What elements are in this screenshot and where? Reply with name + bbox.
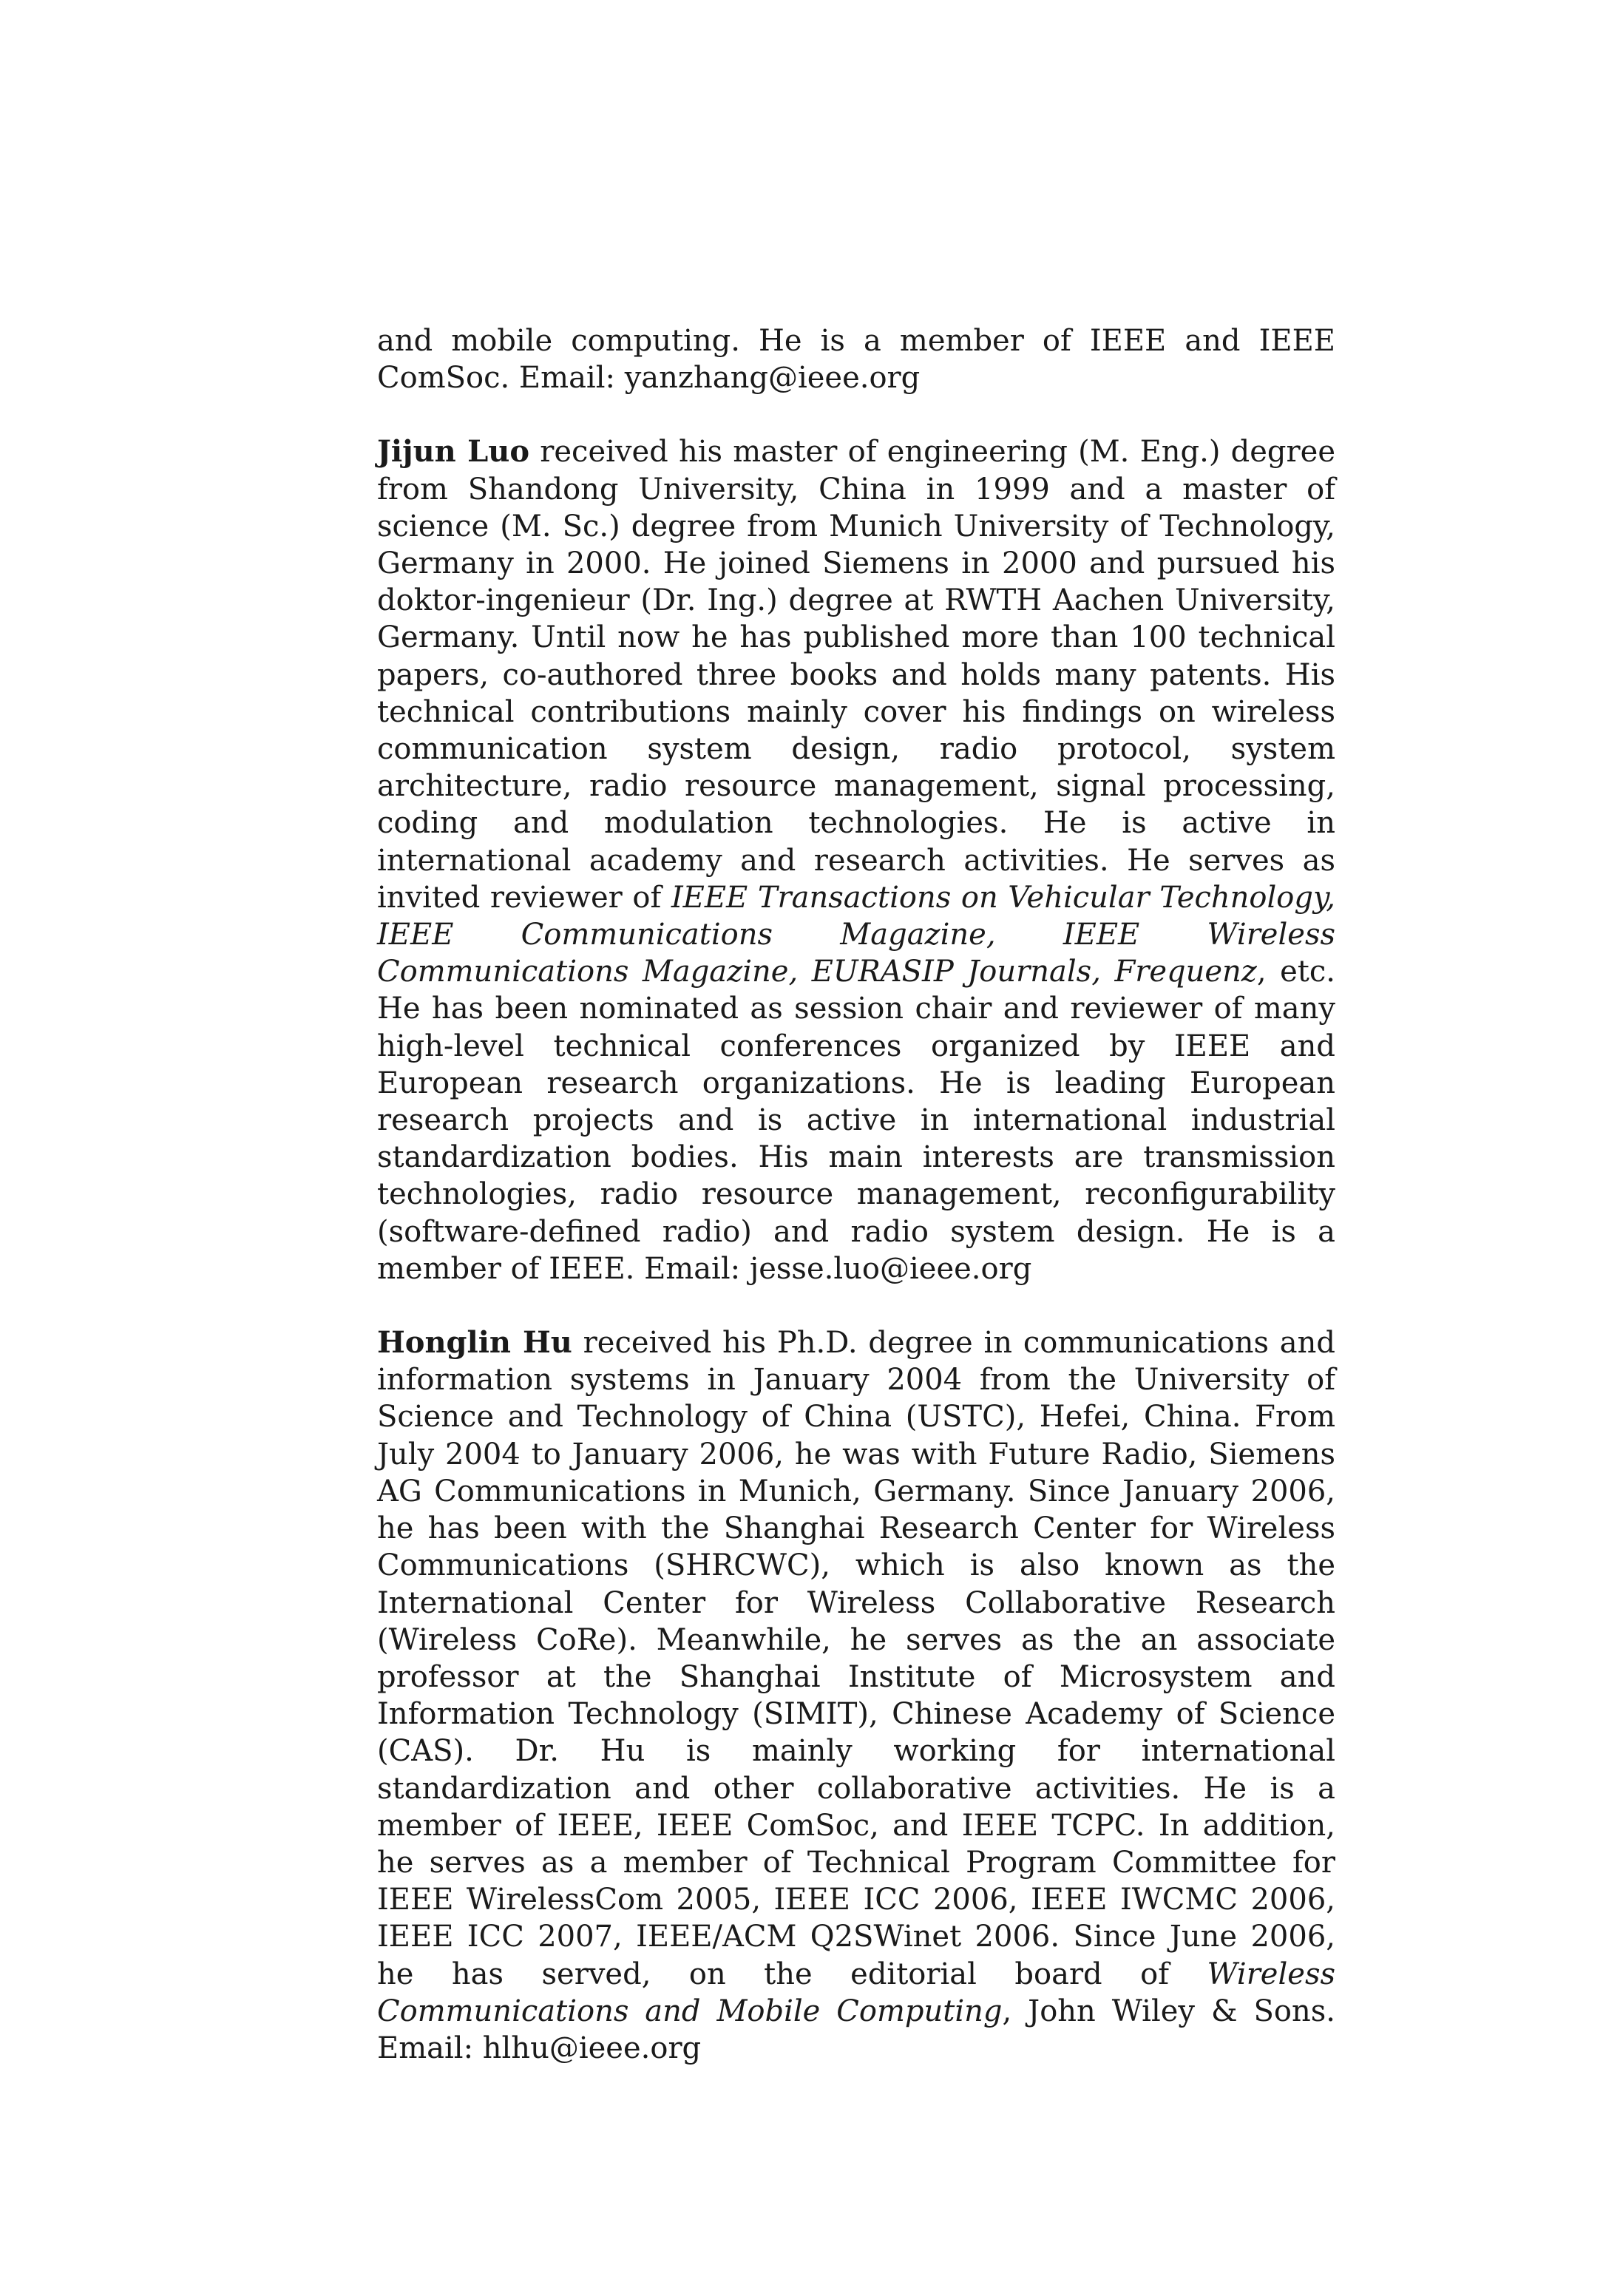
bio-italic-text: Wireless Communications and Mobile Computing bbox=[377, 1957, 1335, 2028]
bio-name: Honglin Hu bbox=[377, 1325, 572, 1361]
bio-name: Jijun Luo bbox=[377, 434, 530, 470]
page-content bbox=[377, 322, 1335, 2067]
bio-text: , John Wiley & Sons. Email: hlhu@ieee.org bbox=[377, 1994, 1335, 2065]
bio-text: received his Ph.D. degree in communications and information systems in January 2004 from the University of Science and Technology of China (USTC), Hefei, China. From July 2004 to January 2006, he was with Future Radio, Siemens AG Communications in Munich, Germany. Since January 2006, he has been with the Shanghai Research Center for Wireless Communications (SHRCWC), which is also known as the International Center for Wireless Collaborative Research (Wireless CoRe). Meanwhile, he serves as the an associate professor at the Shanghai Institute of Microsystem and Information Technology (SIMIT), Chinese Academy of Science (CAS). Dr. Hu is mainly working for international standardization and other collaborative activities. He is a member of IEEE, IEEE ComSoc, and IEEE TCPC. In addition, he serves as a member of Technical Program Committee for IEEE WirelessCom 2005, IEEE ICC 2006, IEEE IWCMC 2006, IEEE ICC 2007, IEEE/ACM Q2SWinet 2006. Since June 2006, he has served, on the editorial board of bbox=[377, 1326, 1336, 1991]
continued-paragraph: and mobile computing. He is a member of IEEE and IEEE ComSoc. Email: yanzhang@ieee.org bbox=[377, 324, 1335, 396]
bio-text: , etc. He has been nominated as session chair and reviewer of many high-level technical conferences organized by IEEE and European research organizations. He is leading European research projects and is active in international industrial standardization bodies. His main interests are transmission technologies, radio resource management, reconfigurability (software-defined radio) and radio system design. He is a member of IEEE. Email: jesse.luo@ieee.org bbox=[377, 955, 1335, 1286]
bio-jijun-luo bbox=[377, 433, 1335, 1287]
bio-honglin-hu bbox=[377, 1324, 1335, 2067]
bio-text: received his master of engineering (M. Eng.) degree from Shandong University, China in 1999 and a master of science (M. Sc.) degree from Munich University of Technology, Germany in 2000. He joined Siemens in 2000 and pursued his doktor-ingenieur (Dr. Ing.) degree at RWTH Aachen University, Germany. Until now he has published more than 100 technical papers, co-authored three books and holds many patents. His technical contributions mainly cover his findings on wireless communication system design, radio protocol, system architecture, radio resource management, signal processing, coding and modulation technologies. He is active in international academy and research activities. He serves as invited reviewer of bbox=[377, 435, 1336, 915]
bio-italic-text: IEEE Transactions on Vehicular Technology, IEEE Communications Magazine, IEEE Wireless Communications Magazine, EURASIP Journals, Frequenz bbox=[377, 880, 1335, 989]
